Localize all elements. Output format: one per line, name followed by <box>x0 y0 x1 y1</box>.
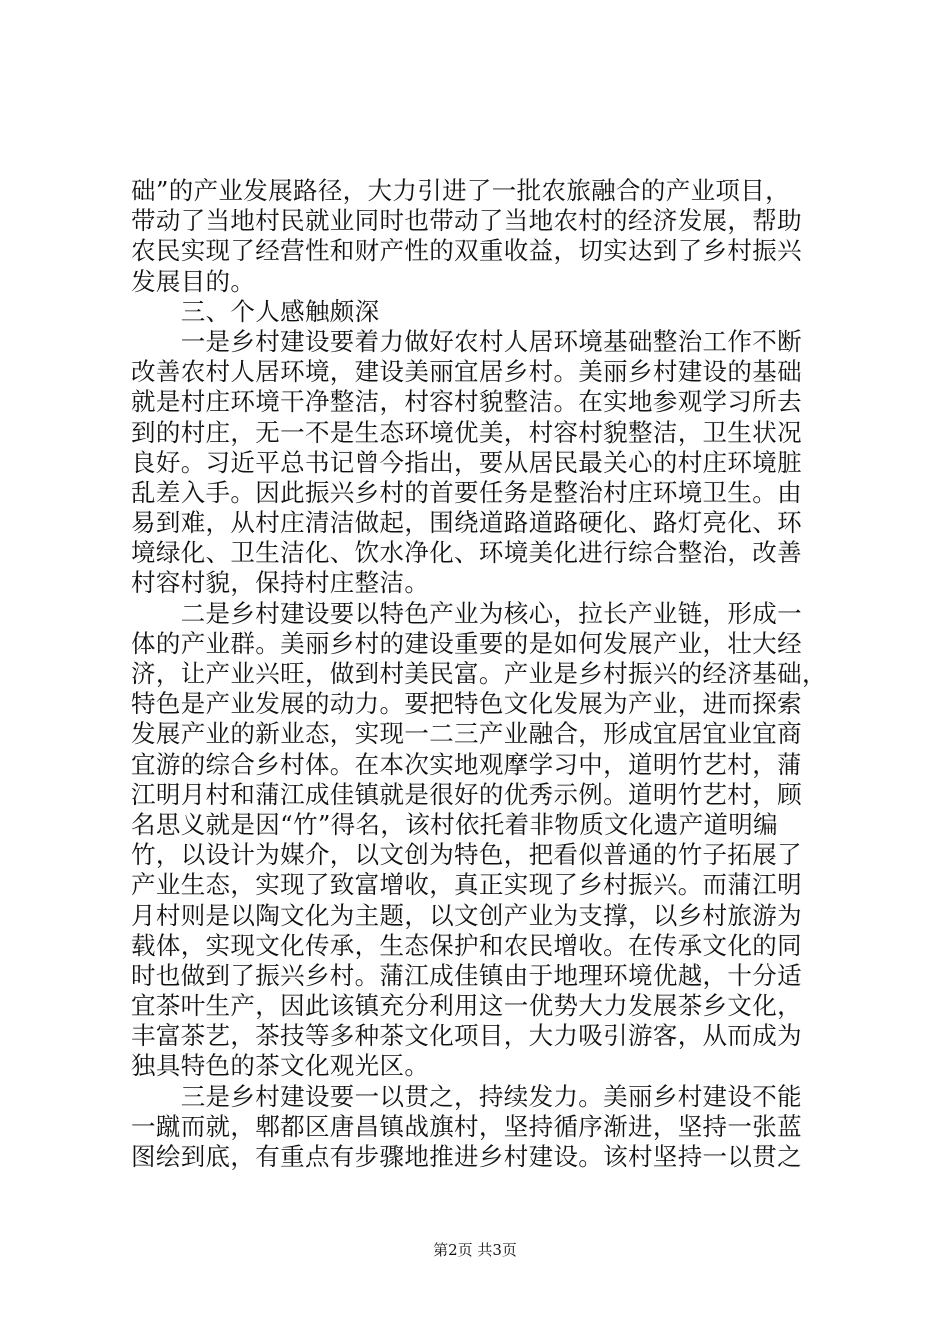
text-line: 江明月村和蒲江成佳镇就是很好的优秀示例。道明竹艺村，顾 <box>131 779 802 809</box>
page-footer <box>0 1240 950 1260</box>
text-line: 发展目的。 <box>131 266 256 296</box>
text-line: 乱差入手。因此振兴乡村的首要任务是整治村庄环境卫生。由 <box>131 477 802 507</box>
text-line: 础”的产业发展路径，大力引进了一批农旅融合的产业项目， <box>131 176 790 205</box>
text-line: 一是乡村建设要着力做好农村人居环境基础整治工作不断 <box>131 326 802 356</box>
text-line: 宜游的综合乡村体。在本次实地观摩学习中，道明竹艺村，蒲 <box>131 749 802 779</box>
text-line: 村容村貌，保持村庄整洁。 <box>131 568 430 598</box>
text-line: 二是乡村建设要以特色产业为核心，拉长产业链，形成一 <box>131 598 802 628</box>
text-line: 易到难，从村庄清洁做起，围绕道路道路硬化、路灯亮化、环 <box>131 508 802 538</box>
section-heading: 三、个人感触颇深 <box>131 296 380 326</box>
text-line: 特色是产业发展的动力。要把特色文化发展为产业，进而探索 <box>131 689 802 719</box>
text-line: 三是乡村建设要一以贯之，持续发力。美丽乡村建设不能 <box>131 1081 802 1111</box>
text-line: 济，让产业兴旺，做到村美民富。产业是乡村振兴的经济基础， <box>131 659 827 688</box>
document-body <box>131 176 831 1172</box>
text-line: 名思义就是因“竹”得名，该村依托着非物质文化遗产道明编 <box>131 809 778 839</box>
text-line: 独具特色的茶文化观光区。 <box>131 1051 430 1081</box>
text-line: 体的产业群。美丽乡村的建设重要的是如何发展产业，壮大经 <box>131 628 802 658</box>
text-line: 图绘到底，有重点有步骤地推进乡村建设。该村坚持一以贯之 <box>131 1142 802 1171</box>
text-line: 一蹴而就，郫都区唐昌镇战旗村，坚持循序渐进，坚持一张蓝 <box>131 1111 802 1141</box>
text-line: 农民实现了经营性和财产性的双重收益，切实达到了乡村振兴 <box>131 236 802 266</box>
text-line: 带动了当地村民就业同时也带动了当地农村的经济发展，帮助 <box>131 206 802 236</box>
text-line: 境绿化、卫生洁化、饮水净化、环境美化进行综合整治，改善 <box>131 538 802 568</box>
text-line: 到的村庄，无一不是生态环境优美，村容村貌整洁，卫生状况 <box>131 417 802 447</box>
text-line: 改善农村人居环境，建设美丽宜居乡村。美丽乡村建设的基础 <box>131 357 802 387</box>
text-line: 月村则是以陶文化为主题，以文创产业为支撑，以乡村旅游为 <box>131 900 802 930</box>
text-line: 载体，实现文化传承，生态保护和农民增收。在传承文化的同 <box>131 930 802 960</box>
text-line: 时也做到了振兴乡村。蒲江成佳镇由于地理环境优越，十分适 <box>131 960 802 990</box>
text-line: 竹，以设计为媒介，以文创为特色，把看似普通的竹子拓展了 <box>131 840 802 870</box>
page-number: 第2页 共3页 <box>433 1241 517 1259</box>
text-line: 发展产业的新业态，实现一二三产业融合，形成宜居宜业宜商 <box>131 719 802 749</box>
text-line: 良好。习近平总书记曾今指出，要从居民最关心的村庄环境脏 <box>131 447 802 477</box>
text-line: 产业生态，实现了致富增收，真正实现了乡村振兴。而蒲江明 <box>131 870 802 900</box>
text-line: 丰富茶艺，茶技等多种茶文化项目，大力吸引游客，从而成为 <box>131 1021 802 1051</box>
text-line: 就是村庄环境干净整洁，村容村貌整洁。在实地参观学习所去 <box>131 387 802 417</box>
text-line: 宜茶叶生产，因此该镇充分利用这一优势大力发展茶乡文化， <box>131 991 802 1021</box>
